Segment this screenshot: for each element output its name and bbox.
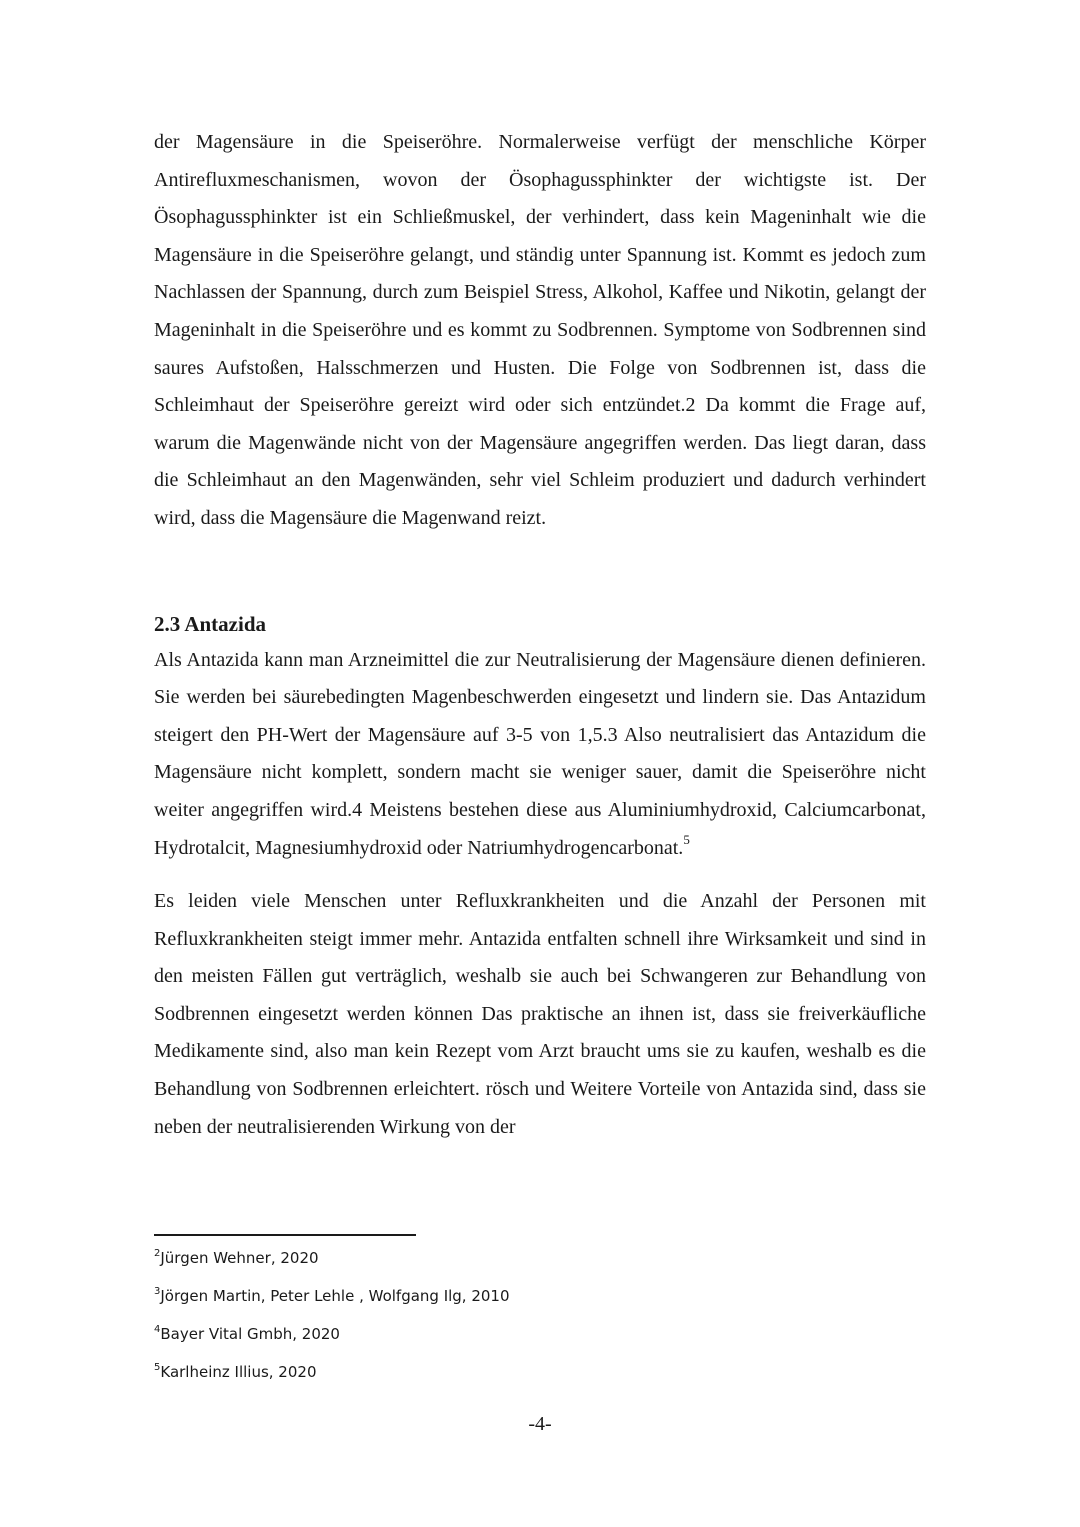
footnote-separator xyxy=(154,1234,416,1236)
footnotes xyxy=(154,1245,510,1397)
section-heading: 2.3 Antazida xyxy=(154,611,267,636)
footnote-mark: 2 xyxy=(154,1248,161,1259)
paragraph-antazida-definition xyxy=(154,642,926,868)
section-gap xyxy=(154,538,926,609)
footnote-mark: 5 xyxy=(154,1362,161,1373)
footnote-item xyxy=(154,1245,510,1283)
footnote-text: Karlheinz Illius, 2020 xyxy=(160,1363,317,1381)
footnote-item xyxy=(154,1359,510,1397)
paragraph-reflux-mechanism: der Magensäure in die Speiseröhre. Normalerweise verfügt der menschliche Körper Antirefluxmeschanismen, wovon der Ösophagussphinkter der wichtigste ist. Der Ösophagussphinkter ist ein Schließmuskel, der verhindert, dass kein Mageninhalt wie die Magensäure in die Speiseröhre gelangt, und ständig unter Spannung ist. Kommt es jedoch zum Nachlassen der Spannung, durch zum Beispiel Stress, Alkohol, Kaffee und Nikotin, gelangt der Mageninhalt in die Speiseröhre und es kommt zu Sodbrennen. Symptome von Sodbrennen sind saures Aufstoßen, Halsschmerzen und Husten. Die Folge von Sodbrennen ist, dass die Schleimhaut der Speiseröhre gereizt wird oder sich entzündet.2 Da kommt die Frage auf, warum die Magenwände nicht von der Magensäure angegriffen werden. Das liegt daran, dass die Schleimhaut an den Magenwänden, sehr viel Schleim produziert und dadurch verhindert wird, dass die Magensäure die Magenwand reizt. xyxy=(154,131,926,529)
footnote-reference: 5 xyxy=(683,831,690,847)
footnote-item xyxy=(154,1321,510,1359)
footnote-item xyxy=(154,1283,510,1321)
footnote-text: Jörgen Martin, Peter Lehle , Wolfgang Ilg, 2010 xyxy=(160,1287,510,1305)
footnote-text: Jürgen Wehner, 2020 xyxy=(160,1249,319,1267)
page-number: -4- xyxy=(528,1413,552,1435)
footnote-mark: 4 xyxy=(154,1324,161,1335)
paragraph-antazida-text: Als Antazida kann man Arzneimittel die zur Neutralisierung der Magensäure dienen definieren. Sie werden bei säurebedingten Magenbeschwerden eingesetzt und lindern sie. Das Antazidum steigert den PH-Wert der Magensäure auf 3-5 von 1,5.3 Also neutralisiert das Antazidum die Magensäure nicht komplett, sondern macht sie weniger sauer, damit die Speiseröhre nicht weiter angegriffen wird.4 Meistens bestehen diese aus Aluminiumhydroxid, Calciumcarbonat, Hydrotalcit, Magnesiumhydroxid oder Natriumhydrogencarbonat. xyxy=(154,648,926,859)
footnote-text: Bayer Vital Gmbh, 2020 xyxy=(160,1325,340,1343)
page-body xyxy=(154,124,926,1146)
footnote-mark: 3 xyxy=(154,1286,161,1297)
paragraph-antazida-benefits: Es leiden viele Menschen unter Refluxkrankheiten und die Anzahl der Personen mit Refluxkrankheiten steigt immer mehr. Antazida entfalten schnell ihre Wirksamkeit und sind in den meisten Fällen gut verträglich, weshalb sie auch bei Schwangeren zur Behandlung von Sodbrennen eingesetzt werden können Das praktische an ihnen ist, dass sie freiverkäufliche Medikamente sind, also man kein Rezept vom Arzt braucht ums sie zu kaufen, weshalb es die Behandlung von Sodbrennen erleichtert. rösch und Weitere Vorteile von Antazida sind, dass sie neben der neutralisierenden Wirkung von der xyxy=(154,890,926,1138)
